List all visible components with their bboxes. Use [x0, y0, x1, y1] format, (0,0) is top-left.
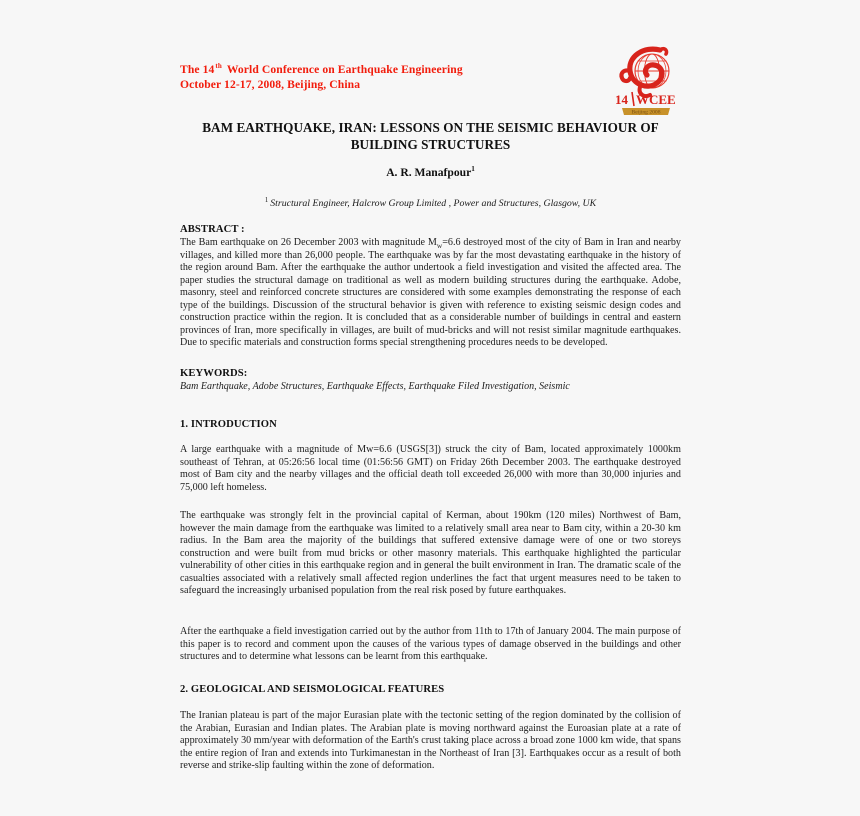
section-heading-introduction: 1. INTRODUCTION — [180, 419, 277, 430]
author-name — [180, 166, 681, 179]
author-footnote-marker: 1 — [471, 165, 475, 174]
conference-title-line — [180, 63, 463, 78]
abstract-text-part1: The Bam earthquake on 26 December 2003 with magnitude M — [180, 237, 437, 248]
paragraph: After the earthquake a field investigation carried out by the author from 11th to 17th of January 2004. The main purpose of this paper is to record and comment upon the causes of the various types of damage observed in the buildings and other structures and to determine what lessons can be learnt from this earthquake. — [180, 626, 681, 663]
abstract-body — [180, 237, 681, 350]
keywords-body: Bam Earthquake, Adobe Structures, Earthquake Effects, Earthquake Filed Investigation, Seismic — [180, 381, 570, 392]
abstract-text-part2: =6.6 destroyed most of the city of Bam in Iran and nearby villages, and killed more than 26,000 people. The earthquake was by far the most devastating earthquake in the history of the region around Bam. After the earthquake the author undertook a field investigation and visited the affected area. The paper studies the structural damage on traditional as well as modern building structures during the earthquake. Adobe, masonry, steel and reinforced concrete structures are considered with some examples demonstrating the response of each type of the buildings. Discussion of the structural behavior is given with reference to existing seismic design codes and construction practice within the region. It is concluded that as a considerable number of buildings in central and eastern provinces of Iran, more specifically in villages, are built of mud-bricks and will not resist similar magnitude earthquakes. Due to specific materials and construction forms special strengthening procedures needs to be developed. — [180, 237, 681, 349]
wcee-logo — [610, 38, 682, 118]
magnitude-subscript: w — [436, 241, 443, 251]
author-name-text: A. R. Manafpour — [386, 166, 472, 179]
conference-banner-text — [180, 63, 463, 92]
affiliation-text: Structural Engineer, Halcrow Group Limited , Power and Structures, Glasgow, UK — [270, 198, 597, 209]
conference-ordinal-suffix: th — [215, 62, 222, 71]
paragraph: A large earthquake with a magnitude of Mw=6.6 (USGS[3]) struck the city of Bam, located approximately 1000km southeast of Tehran, at 05:26:56 local time (01:56:56 GMT) on Friday 26th December 2003. The earthquake destroyed most of Bam city and the nearby villages and the official death toll exceeded 26,000 with more than 30,000 injuries and 75,000 left homeless. — [180, 444, 681, 493]
conference-suffix: World Conference on Earthquake Engineering — [226, 63, 463, 76]
affiliation-footnote-marker: 1 — [264, 196, 269, 204]
paragraph: The earthquake was strongly felt in the provincial capital of Kerman, about 190km (120 miles) Northwest of Bam, however the main damage from the earthquake was limited to a relatively small area near to Bam city, within a 20-30 km radius. In the Bam area the majority of the buildings that suffered extensive damage were of one or two storeys construction and were built from mud bricks or other masonry materials. This earthquake highlighted the particular vulnerability of other cities in this earthquake region and in general the built environment in Iran. The dramatic scale of the casualties associated with a relatively small affected region underlines the fact that urgent measures need to be taken to safeguard the increasingly urbanised population from the real risk posed by future earthquakes. — [180, 510, 681, 597]
svg-text:14: 14 — [615, 92, 628, 107]
conference-header — [180, 60, 681, 122]
paragraph: The Iranian plateau is part of the major Eurasian plate with the tectonic setting of the region dominated by the collision of the Arabian, Eurasian and Indian plates. The Arabian plate is moving northward against the Euroasian plate at a rate of approximately 30 mm/year with deformation of the Earth's crust taking place across a broad zone 1000 km wide, that spans the entire region of Iran and extends into Turkimanestan in the Northeast of Iran [3]. Earthquakes occur as a result of both reverse and strike-slip faulting within the zone of deformation. — [180, 710, 681, 772]
svg-text:Beijing 2008: Beijing 2008 — [631, 109, 661, 116]
paper-title: BAM EARTHQUAKE, IRAN: LESSONS ON THE SEISMIC BEHAVIOUR OF BUILDING STRUCTURES — [202, 120, 659, 152]
section-heading-geological: 2. GEOLOGICAL AND SEISMOLOGICAL FEATURES — [180, 684, 445, 695]
abstract-label: ABSTRACT : — [180, 224, 245, 235]
conference-prefix: The 14 — [180, 63, 215, 76]
svg-text:WCEE: WCEE — [636, 92, 676, 107]
author-affiliation — [180, 198, 681, 209]
conference-date-line: October 12-17, 2008, Beijing, China — [180, 77, 361, 91]
logo-banner — [622, 108, 670, 116]
keywords-label: KEYWORDS: — [180, 368, 248, 379]
